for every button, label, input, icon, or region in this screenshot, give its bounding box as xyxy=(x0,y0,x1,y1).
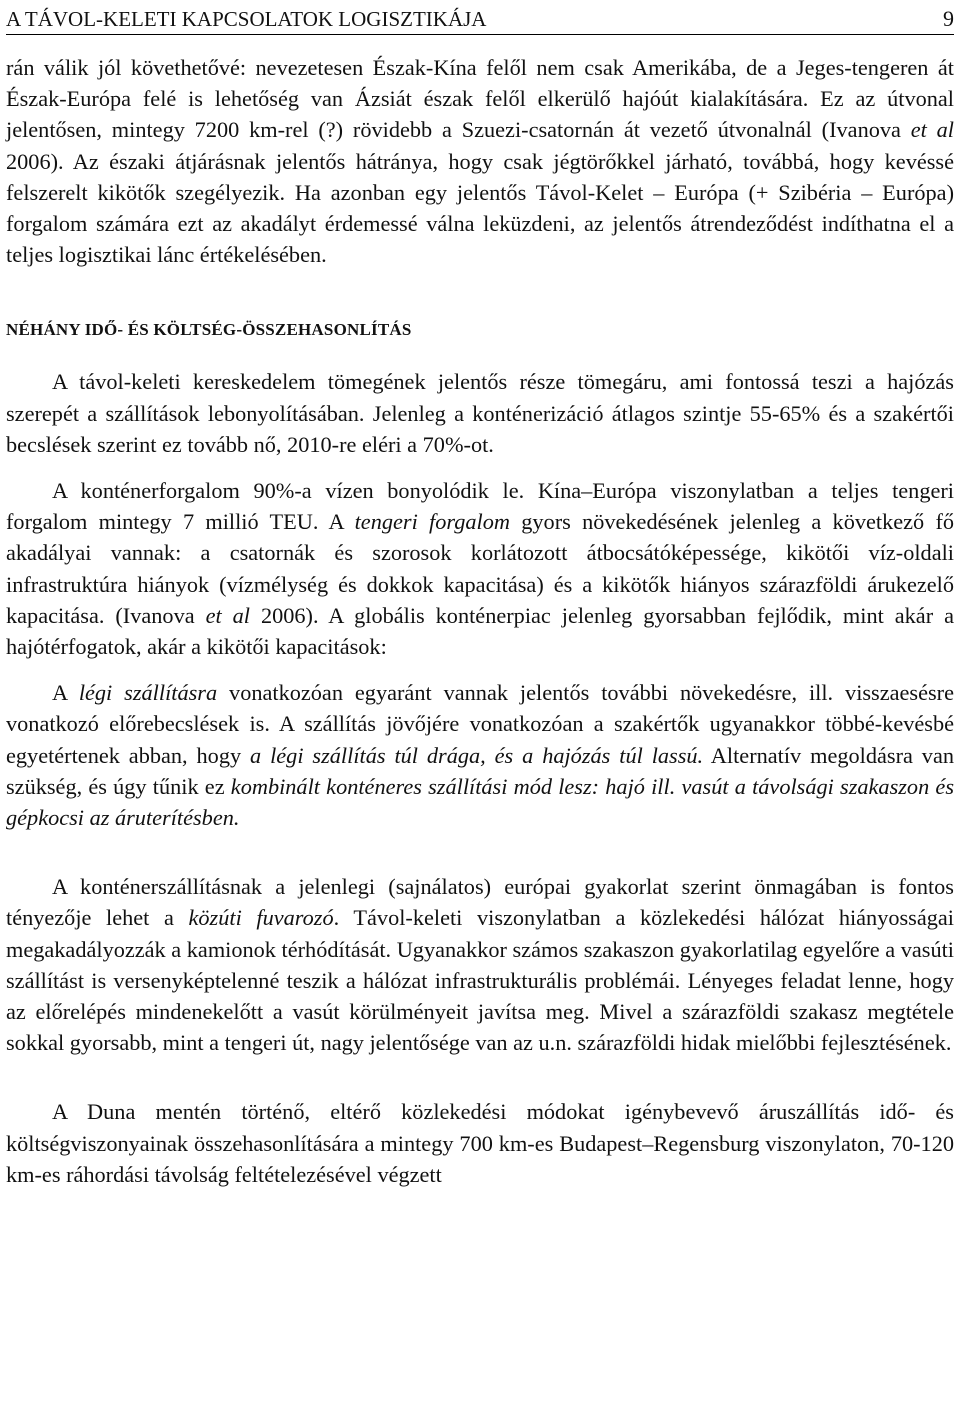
body-text xyxy=(6,52,954,1190)
page-number: 9 xyxy=(943,6,954,31)
text-run: 2006). Az északi átjárásnak jelentős hátránya, hogy csak jégtörőkkel járható, továbbá, hogy kevéssé felszerelt kikötők szegélyezik. Ha azonban egy jelentős Távol-Kelet – Európa (+ Szibéria – Európa) forgalom számára ezt az akadályt érdemessé válna leküzdeni, az jelentős átrendeződést indíthatna el a teljes logisztikai lánc értékelésében. xyxy=(6,148,954,268)
paragraph-air-freight xyxy=(6,677,954,833)
paragraph-danube-comparison: A Duna mentén történő, eltérő közlekedési módokat igénybevevő áruszállítás idő- és költségviszonyainak összehasonlítására a mintegy 700 km-es Budapest–Regensburg viszonylaton, 70-120 km-es ráhordási távolság feltételezésével végzett xyxy=(6,1099,954,1187)
paragraph-bulk-goods: A távol-keleti kereskedelem tömegének jelentős része tömegáru, ami fontossá teszi a hajózás szerepét a szállítások lebonyolításában. Jelenleg a konténerizáció átlagos szintje 55-65% és a szakértői becslések szerint ez tovább nő, 2010-re eléri a 70%-ot. xyxy=(6,369,954,457)
paragraph-container-traffic xyxy=(6,475,954,662)
text-run: A konténerszállításnak a jelenlegi (sajnálatos) európai gyakorlat szerint önmagában is fontos tényezője lehet a xyxy=(6,874,954,931)
paragraph-northern-route xyxy=(6,52,954,270)
text-run: A konténerforgalom 90%-a vízen bonyolódik le. Kína–Európa viszonylatban a teljes tengeri forgalom mintegy 7 millió TEU. A xyxy=(6,478,954,535)
text-run: . Távol-keleti viszonylatban a közlekedési hálózat hiányosságai megakadályozzák a kamionok térhódítását. Ugyanakkor számos szakaszon gyakorlatilag egyelőre a vasúti szállítást is versenyképtelenné teszik a hálózat infrastrukturális problémái. Lényeges feladat lenne, hogy az előrelépés mindenekelőtt a vasút körülményeit javítsa meg. Mivel a szárazföldi szakasz megtétele sokkal gyorsabb, mint a tengeri út, nagy jelentősége van az u.n. szárazföldi hidak mielőbbi fejlesztésének. xyxy=(6,905,954,1056)
italic-run: kombinált konténeres szállítási mód lesz: hajó ill. vasút a távolsági szakaszon és gépkocsi az áruterítésben. xyxy=(6,773,954,831)
text-run: Alternatív megoldásra van szükség, és úgy tűnik ez xyxy=(6,742,954,799)
paragraph-road-transport xyxy=(6,871,954,1058)
italic-run: et al xyxy=(205,602,250,628)
text-run: gyors növekedésének jelenleg a következő fő akadályai vannak: a csatornák és szorosok korlátozott átbocsátóképessége, kikötői víz-oldali infrastruktúra hiányok (vízmélység és dokkok kapacitása) és a kikötők hiányos szárazföldi árukezelő kapacitása. (Ivanova xyxy=(6,509,955,628)
italic-run: közúti fuvarozó xyxy=(188,905,334,931)
italic-run: légi szállításra xyxy=(78,680,218,706)
text-run: A xyxy=(52,680,79,706)
running-title: A TÁVOL-KELETI KAPCSOLATOK LOGISZTIKÁJA xyxy=(6,7,487,31)
text-run: rán válik jól követhetővé: nevezetesen Észak-Kína felől nem csak Amerikába, de a Jeges-tengeren át Észak-Európa felé is lehetőség van Ázsiát észak felől elkerülő hajóút kialakítására. Ez az útvonal jelentősen, mintegy 7200 km-rel (?) rövidebb a Szuezi-csatornán át vezető útvonalnál (Ivanova xyxy=(6,55,954,143)
italic-run: tengeri forgalom xyxy=(354,509,510,535)
text-run: 2006). A globális konténerpiac jelenleg gyorsabban fejlődik, mint akár a hajótérfogatok, akár a kikötői kapacitások: xyxy=(6,602,954,660)
section-title: NÉHÁNY IDŐ- ÉS KÖLTSÉG-ÖSSZEHASONLÍTÁS xyxy=(6,320,412,340)
italic-run: a légi szállítás túl drága, és a hajózás túl lassú. xyxy=(250,742,704,768)
italic-run: et al xyxy=(910,117,955,143)
running-header xyxy=(6,2,954,35)
text-run: vonatkozóan egyaránt vannak jelentős további növekedésre, ill. visszaesésre vonatkozó előrebecslések is. A szállítás jövőjére vonatkozóan a szakértők ugyanakkor többé-kevésbé egyetértenek abban, hogy xyxy=(6,680,954,768)
